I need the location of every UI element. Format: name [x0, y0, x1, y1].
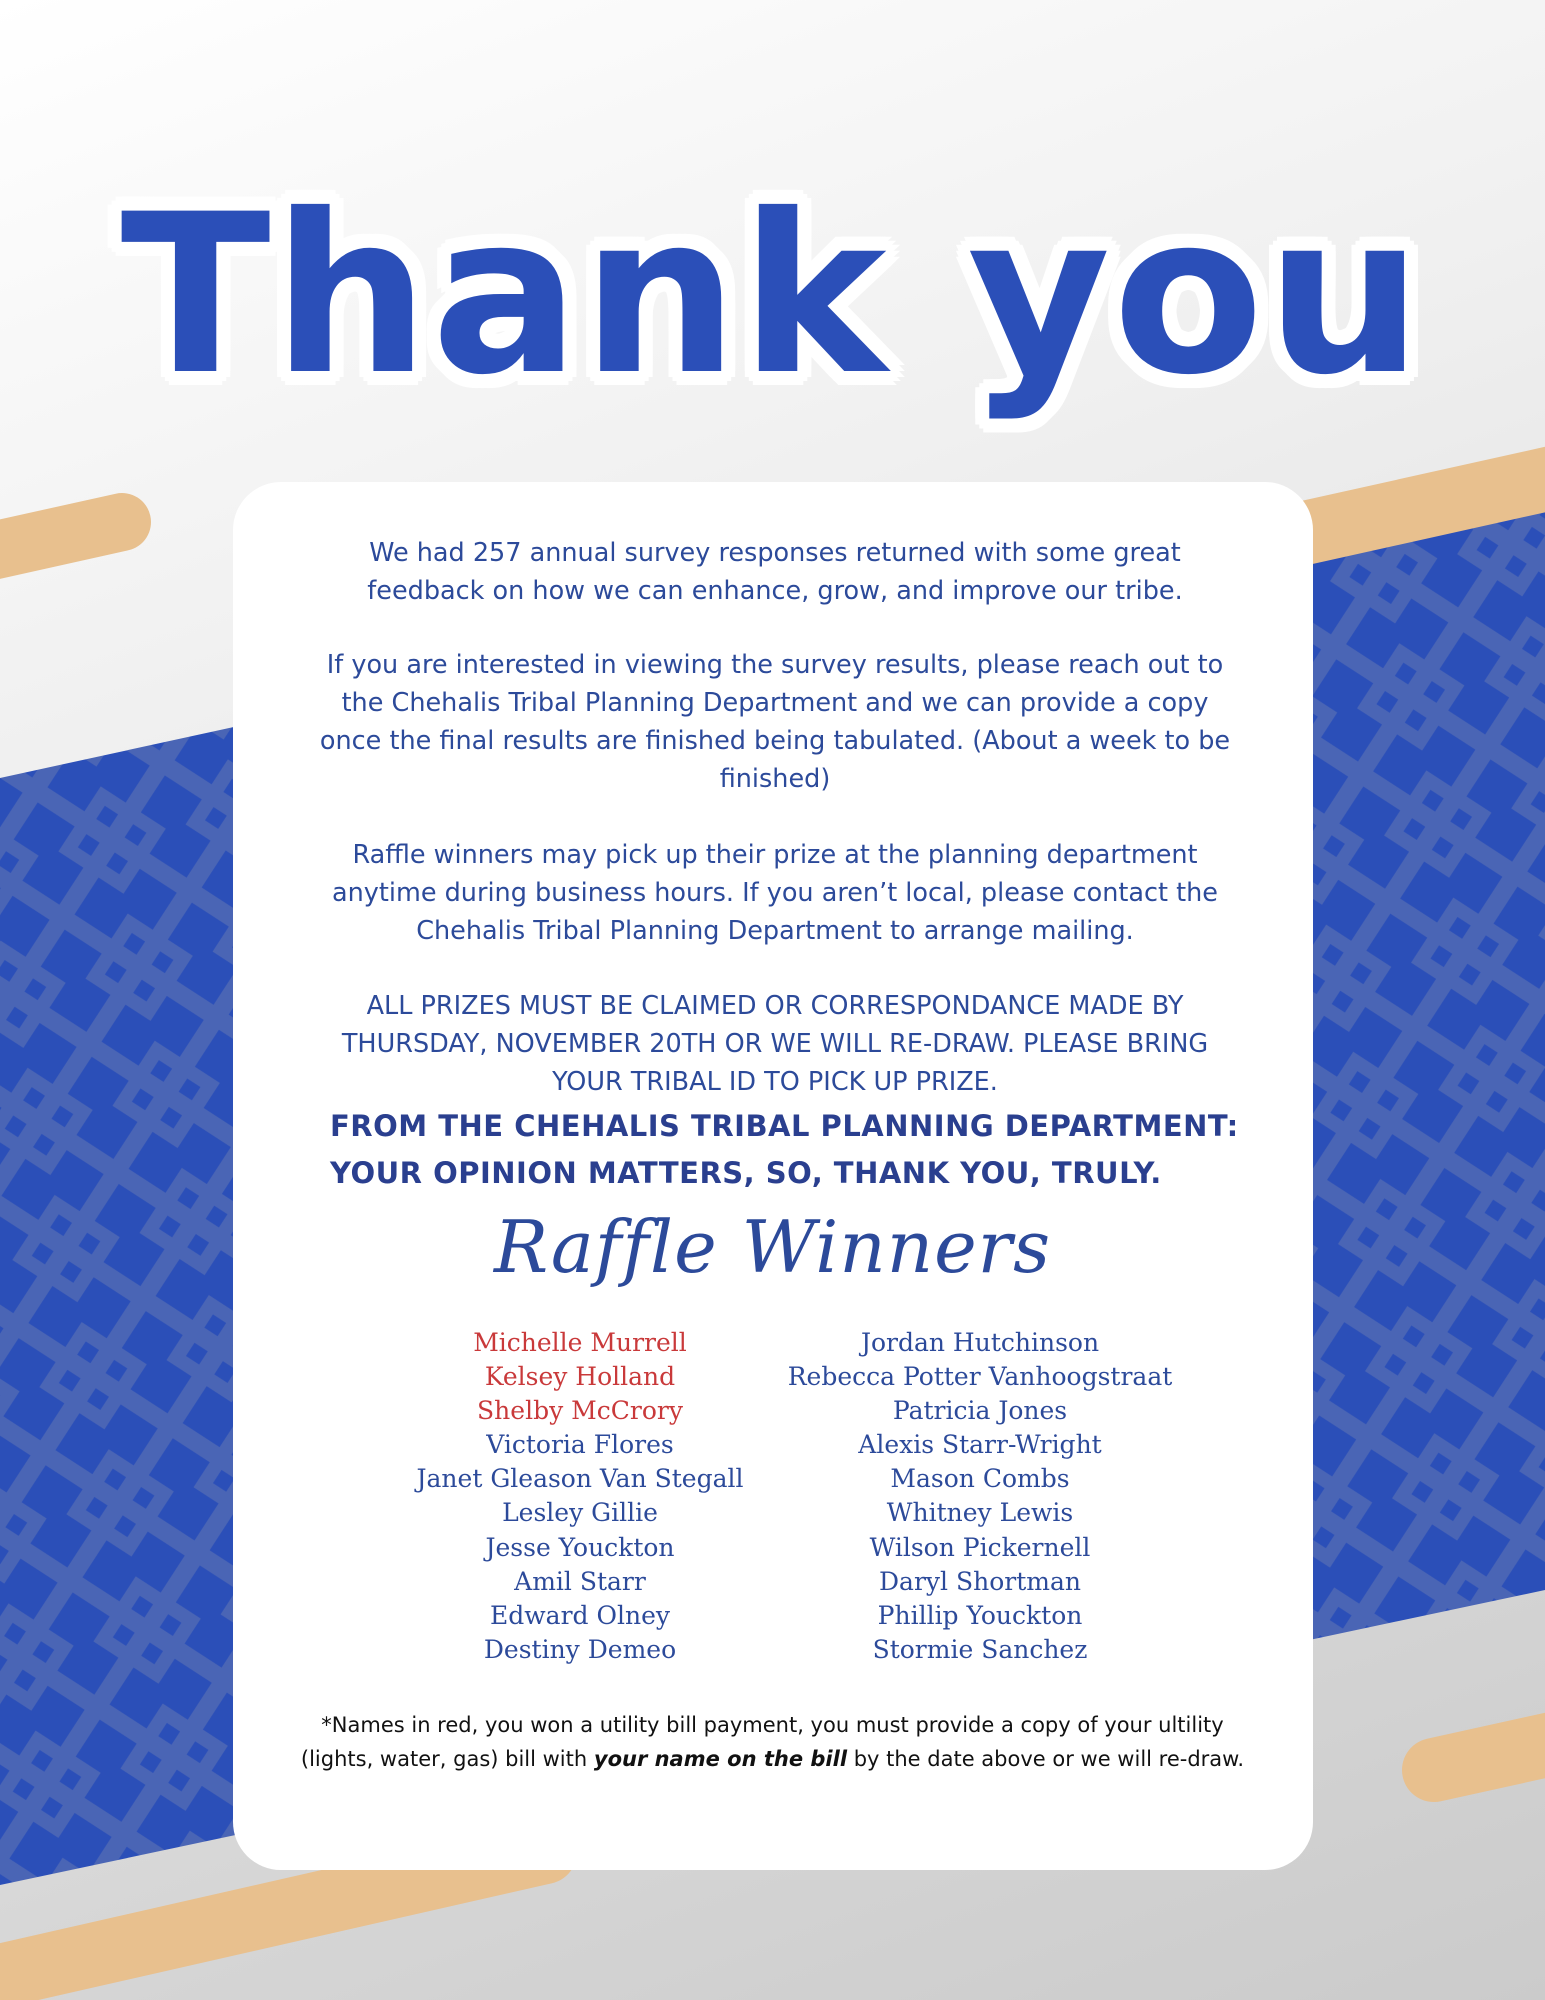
tan-stroke-bottom-right [1434, 1740, 1545, 1770]
survey-results-text: If you are interested in viewing the survey results, please reach out to the Chehalis Tribal Planning Department and we can provide a copy once the final results are finished being tabulated. (About a week to be finished) [319, 650, 1231, 794]
footnote-text-start: *Names in red, you won a utility bill payment, you must provide a copy of your ultility (lights, water, gas) bill with [300, 1713, 1224, 1771]
winner-name: Victoria Flores [486, 1430, 674, 1460]
winner-name: Patricia Jones [892, 1396, 1068, 1426]
raffle-winners-heading: Raffle Winners [493, 1205, 1052, 1289]
winner-name: Daryl Shortman [879, 1566, 1081, 1596]
winner-name: Shelby McCrory [477, 1396, 683, 1426]
winner-name: Edward Olney [490, 1600, 670, 1630]
winner-name: Phillip Youckton [877, 1600, 1083, 1630]
winner-name: Janet Gleason Van Stegall [416, 1464, 744, 1494]
claim-deadline-text: ALL PRIZES MUST BE CLAIMED OR CORRESPONDANCE MADE BY THURSDAY, NOVEMBER 20TH OR WE WILL RE-DRAW. PLEASE BRING YOUR TRIBAL ID TO PICK UP PRIZE. [341, 991, 1209, 1097]
footnote-emphasis: your name on the bill [593, 1747, 848, 1771]
winner-name: Alexis Starr-Wright [858, 1430, 1102, 1460]
raffle-pickup-text: Raffle winners may pick up their prize at the planning department anytime during business hours. If you aren’t local, please contact the Chehalis Tribal Planning Department to arrange mailing. [332, 840, 1218, 946]
tan-stroke-bottom-left [0, 1852, 545, 1985]
winner-name: Lesley Gillie [502, 1498, 658, 1528]
page-title: Thank you [120, 167, 1425, 423]
winner-name: Rebecca Potter Vanhoogstraat [787, 1362, 1173, 1392]
thank-you-headline: FROM THE CHEHALIS TRIBAL PLANNING DEPARTMENT: YOUR OPINION MATTERS, SO, THANK YOU, TRULY. [330, 1109, 1239, 1190]
winner-name: Kelsey Holland [484, 1362, 676, 1392]
winner-name: Destiny Demeo [483, 1634, 677, 1664]
tan-stroke-top-left [0, 522, 122, 558]
utility-footnote [300, 1708, 1245, 1776]
winner-name: Amil Starr [514, 1566, 646, 1596]
footnote-text-end: by the date above or we will re-draw. [847, 1747, 1245, 1771]
winners-list-right [730, 1326, 1230, 1667]
winner-name: Wilson Pickernell [869, 1532, 1091, 1562]
winner-name: Michelle Murrell [473, 1328, 687, 1357]
winner-name: Whitney Lewis [886, 1498, 1074, 1528]
winner-name: Stormie Sanchez [872, 1634, 1088, 1664]
winner-name: Jordan Hutchinson [860, 1328, 1100, 1357]
survey-responses-text: We had 257 annual survey responses returned with some great feedback on how we can enhance, grow, and improve our tribe. [367, 538, 1183, 606]
winner-name: Jesse Youckton [485, 1532, 675, 1562]
winner-name: Mason Combs [890, 1464, 1070, 1494]
